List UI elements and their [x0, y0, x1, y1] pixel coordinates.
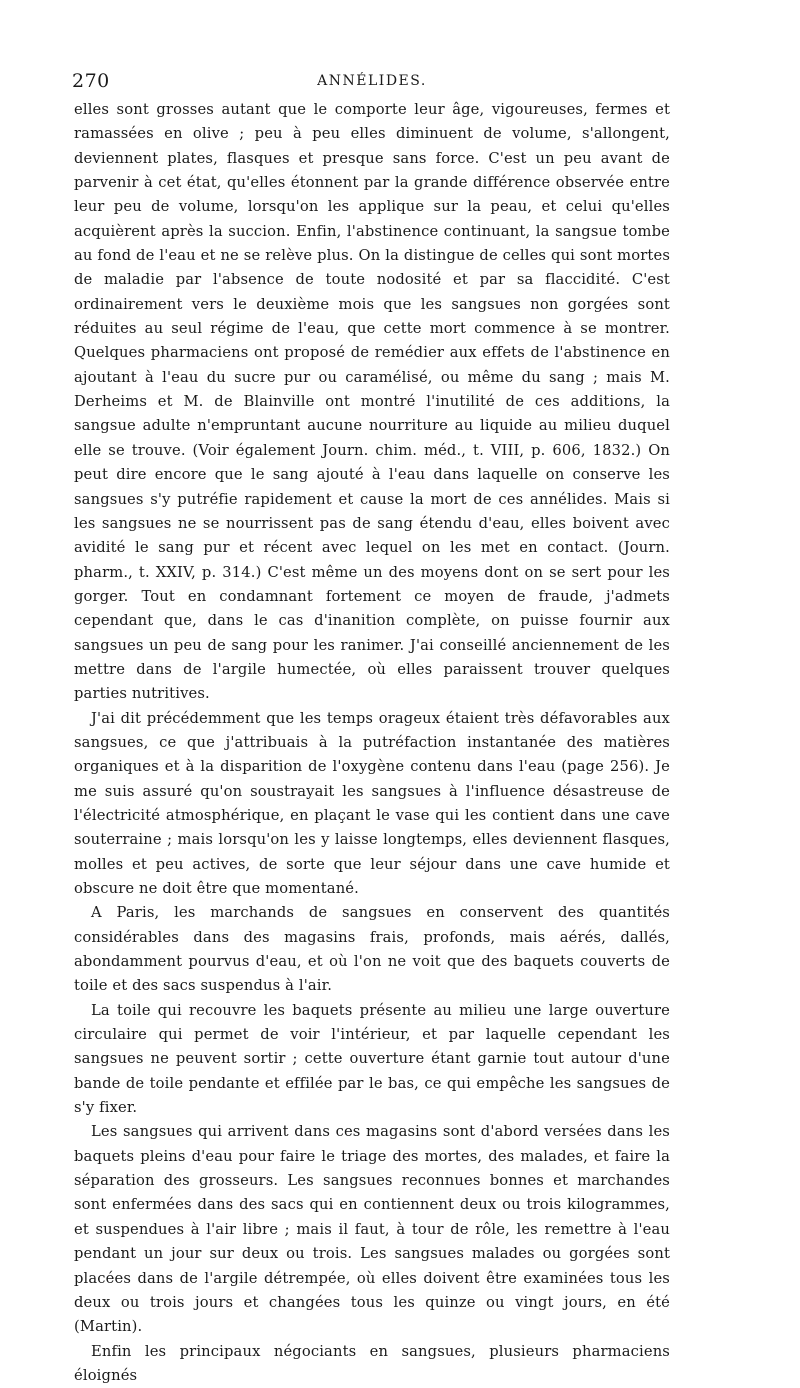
page-number: 270: [72, 70, 110, 92]
paragraph-abstinence: elles sont grosses autant que le comporte leur âge, vigoureuses, fermes et ramassées en olive ; peu à peu elles diminuent de volume, s'allongent, deviennent plates, flasques et presque sans force. C'est un peu avant de parvenir à cet état, qu'elles étonnent par la grande différence observée entre leur peu de volume, lorsqu'on les applique sur la peau, et celui qu'elles acquièrent après la succion. Enfin, l'abstinence continuant, la sangsue tombe au fond de l'eau et ne se relève plus. On la distingue de celles qui sont mortes de maladie par l'absence de toute nodosité et par sa flaccidité. C'est ordinairement vers le deuxième mois que les sangsues non gorgées sont réduites au seul régime de l'eau, que cette mort commence à se montrer. Quelques pharmaciens ont proposé de remédier aux effets de l'abstinence en ajoutant à l'eau du sucre pur ou caramélisé, ou même du sang ; mais M. Derheims et M. de Blainville ont montré l'inutilité de ces additions, la sangsue adulte n'empruntant aucune nourriture au liquide au milieu duquel elle se trouve. (Voir également Journ. chim. méd., t. VIII, p. 606, 1832.) On peut dire encore que le sang ajouté à l'eau dans laquelle on conserve les sangsues s'y putréfie rapidement et cause la mort de ces annélides. Mais si les sangsues ne se nourrissent pas de sang étendu d'eau, elles boivent avec avidité le sang pur et récent avec lequel on les met en contact. (Journ. pharm., t. XXIV, p. 314.) C'est même un des moyens dont on se sert pour les gorger. Tout en condamnant fortement ce moyen de fraude, j'admets cependant que, dans le cas d'inanition complète, on puisse fournir aux sangsues un peu de sang pour les ranimer. J'ai conseillé anciennement de les mettre dans de l'argile humectée, où elles paraissent trouver quelques parties nutritives.: [74, 101, 670, 703]
paragraph-cloth-cover: La toile qui recouvre les baquets présente au milieu une large ouverture circulaire qui permet de voir l'intérieur, et par laquelle cependant les sangsues ne peuvent sortir ; cette ouverture étant garnie tout autour d'une bande de toile pendante et effilée par le bas, ce qui empêche les sangsues de s'y fixer.: [74, 1001, 670, 1117]
paragraph-stormy-weather: J'ai dit précédemment que les temps orageux étaient très défavorables aux sangsues, ce que j'attribuais à la putréfaction instantanée des matières organiques et à la disparition de l'oxygène contenu dans l'eau (page 256). Je me suis assuré qu'on soustrayait les sangsues à l'influence désastreuse de l'électricité atmosphérique, en plaçant le vase qui les contient dans une cave souterraine ; mais lorsqu'on les y laisse longtemps, elles deviennent flasques, molles et peu actives, de sorte que leur séjour dans une cave humide et obscure ne doit être que momentané.: [74, 709, 670, 897]
paragraph-paris-merchants: A Paris, les marchands de sangsues en conservent des quantités considérables dans des magasins frais, profonds, mais aérés, dallés, abondamment pourvus d'eau, et où l'on ne voit que des baquets couverts de toile et des sacs suspendus à l'air.: [74, 904, 670, 995]
running-head: [72, 70, 672, 96]
body-text: [74, 98, 670, 1388]
paragraph-sorting: Les sangsues qui arrivent dans ces magasins sont d'abord versées dans les baquets pleins d'eau pour faire le triage des mortes, des malades, et faire la séparation des grosseurs. Les sangsues reconnues bonnes et marchandes sont enfermées dans des sacs qui en contiennent deux ou trois kilogrammes, et suspendues à l'air libre ; mais il faut, à tour de rôle, les remettre à l'eau pendant un jour sur deux ou trois. Les sangsues malades ou gorgées sont placées dans de l'argile détrempée, où elles doivent être examinées tous les deux ou trois jours et changées tous les quinze ou vingt jours, en été (Martin).: [74, 1123, 670, 1336]
running-title: ANNÉLIDES.: [317, 73, 427, 89]
paragraph-merchants-continued: Enfin les principaux négociants en sangsues, plusieurs pharmaciens éloignés: [74, 1342, 670, 1384]
